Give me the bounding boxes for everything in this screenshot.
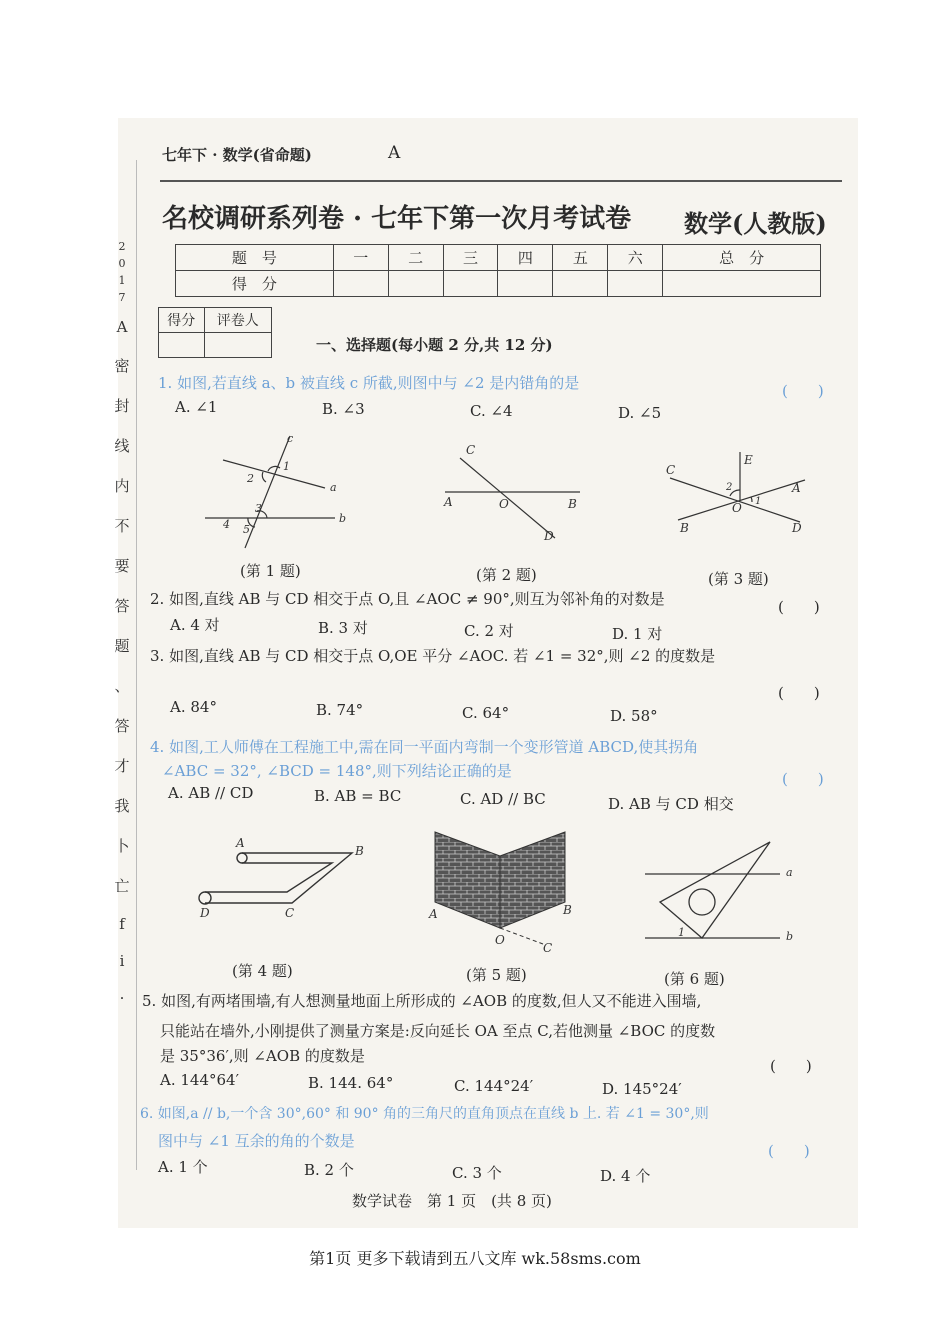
- question-4-line-1: 4. 如图,工人师傅在工程施工中,需在同一平面内弯制一个变形管道 ABCD,使其拐角: [150, 738, 699, 756]
- svg-text:C: C: [285, 906, 295, 920]
- svg-text:B: B: [568, 497, 577, 511]
- q5-option-d[interactable]: D. 145°24′: [602, 1080, 682, 1098]
- question-2-text: 2. 如图,直线 AB 与 CD 相交于点 O,且 ∠AOC ≠ 90°,则互为邻补角的对数是: [150, 590, 665, 608]
- q2-option-a[interactable]: A. 4 对: [170, 616, 220, 634]
- q5-option-a[interactable]: A. 144°64′: [160, 1071, 239, 1089]
- line-a: [223, 460, 325, 488]
- question-3-answer-slot[interactable]: ( ): [778, 684, 820, 702]
- score-header-cell: 五: [553, 245, 608, 271]
- score-header-cell: 总 分: [663, 245, 821, 271]
- grader-reviewer-cell[interactable]: [204, 333, 272, 358]
- svg-text:1: 1: [755, 496, 762, 507]
- figure-2: [440, 440, 590, 545]
- svg-text:a: a: [330, 481, 337, 494]
- question-4-line-2: ∠ABC = 32°, ∠BCD = 148°,则下列结论正确的是: [162, 762, 512, 780]
- q5-option-b[interactable]: B. 144. 64°: [308, 1074, 394, 1092]
- figure-2-caption: (第 2 题): [476, 566, 537, 584]
- score-header-cell: 六: [608, 245, 663, 271]
- svg-text:4: 4: [223, 518, 230, 531]
- grader-reviewer-label: 评卷人: [204, 308, 272, 333]
- grader-score-label: 得分: [159, 308, 205, 333]
- svg-text:C: C: [466, 443, 476, 457]
- svg-text:B: B: [355, 844, 364, 858]
- score-cell[interactable]: [608, 271, 663, 297]
- question-3-text: 3. 如图,直线 AB 与 CD 相交于点 O,OE 平分 ∠AOC. 若 ∠1 = 32°,则 ∠2 的度数是: [150, 647, 716, 665]
- question-5-line-2: 只能站在墙外,小刚提供了测量方案是:反向延长 OA 至点 C,若他测量 ∠BOC 的度数: [160, 1022, 716, 1040]
- q2-option-d[interactable]: D. 1 对: [612, 625, 663, 643]
- svg-text:O: O: [732, 501, 742, 515]
- figure-1-caption: (第 1 题): [240, 562, 301, 580]
- wall-right: [500, 832, 565, 928]
- svg-text:1: 1: [678, 926, 685, 939]
- triangle-ruler: [660, 842, 770, 938]
- q1-option-a[interactable]: A. ∠1: [175, 398, 218, 416]
- q1-option-b[interactable]: B. ∠3: [322, 400, 365, 418]
- question-1-text: 1. 如图,若直线 a、b 被直线 c 所截,则图中与 ∠2 是内错角的是: [158, 374, 580, 392]
- svg-text:2: 2: [247, 472, 254, 485]
- svg-text:c: c: [287, 432, 294, 445]
- svg-text:A: A: [236, 836, 245, 850]
- score-header-cell: 题 号: [176, 245, 334, 271]
- ruler-hole: [689, 889, 715, 915]
- score-header-cell: 二: [388, 245, 443, 271]
- svg-text:E: E: [744, 453, 753, 467]
- svg-text:5: 5: [243, 523, 250, 536]
- header-subject: 七年下 · 数学(省命题): [162, 146, 312, 164]
- q3-option-d[interactable]: D. 58°: [610, 707, 658, 725]
- wall-left: [435, 832, 500, 928]
- q6-option-a[interactable]: A. 1 个: [158, 1158, 208, 1176]
- svg-text:b: b: [339, 512, 347, 525]
- figure-5-caption: (第 5 题): [466, 966, 527, 984]
- svg-text:O: O: [495, 933, 505, 947]
- figure-3: [660, 450, 815, 540]
- download-watermark: 第1页 更多下载请到五八文库 wk.58sms.com: [309, 1249, 641, 1268]
- figure-6-caption: (第 6 题): [664, 970, 725, 988]
- q1-option-c[interactable]: C. ∠4: [470, 402, 513, 420]
- angle-1-arc: [751, 497, 752, 502]
- score-row-label: 得 分: [176, 271, 334, 297]
- score-header-cell: 四: [498, 245, 553, 271]
- q6-option-c[interactable]: C. 3 个: [452, 1164, 502, 1182]
- svg-text:A: A: [444, 495, 453, 509]
- q2-option-c[interactable]: C. 2 对: [464, 622, 514, 640]
- figure-6: [640, 836, 815, 946]
- q6-option-d[interactable]: D. 4 个: [600, 1167, 651, 1185]
- angle-2-arc: [262, 472, 266, 482]
- score-cell[interactable]: [553, 271, 608, 297]
- question-5-line-3: 是 35°36′,则 ∠AOB 的度数是: [160, 1047, 365, 1065]
- pipe-outer: [205, 853, 352, 903]
- svg-text:3: 3: [255, 502, 262, 515]
- figure-1: [195, 430, 355, 555]
- svg-text:A: A: [792, 481, 801, 495]
- page-number-info: 数学试卷 第 1 页 (共 8 页): [352, 1192, 552, 1210]
- question-2-answer-slot[interactable]: ( ): [778, 598, 820, 616]
- extension-oc: [500, 928, 543, 944]
- svg-text:B: B: [680, 521, 689, 535]
- score-cell[interactable]: [663, 271, 821, 297]
- question-6-line-1: 6. 如图,a // b,一个含 30°,60° 和 90° 角的三角尺的直角顶点在直线 b 上. 若 ∠1 = 30°,则: [140, 1106, 709, 1122]
- q4-option-a[interactable]: A. AB // CD: [168, 784, 254, 802]
- score-cell[interactable]: [333, 271, 388, 297]
- score-cell[interactable]: [443, 271, 498, 297]
- svg-text:a: a: [786, 866, 793, 879]
- score-cell[interactable]: [388, 271, 443, 297]
- svg-text:b: b: [786, 930, 794, 943]
- svg-text:C: C: [666, 463, 676, 477]
- q5-option-c[interactable]: C. 144°24′: [454, 1077, 534, 1095]
- line-cd: [670, 478, 800, 522]
- figure-4: [192, 835, 372, 925]
- page-title-subject: 数学(人教版): [684, 209, 827, 238]
- svg-text:D: D: [544, 529, 554, 543]
- line-c: [245, 436, 290, 548]
- q3-option-c[interactable]: C. 64°: [462, 704, 510, 722]
- pipe-inner: [205, 863, 332, 892]
- side-year: 2 0 1 7: [118, 240, 126, 304]
- svg-text:B: B: [563, 903, 572, 917]
- question-5-answer-slot[interactable]: ( ): [770, 1057, 812, 1075]
- svg-text:A: A: [429, 907, 438, 921]
- q4-option-b[interactable]: B. AB = BC: [314, 787, 402, 805]
- svg-text:O: O: [499, 497, 509, 511]
- side-seal-text: A 密 封 线 内 不 要 答 题 、 答 才 我 卜 亡 f i ·: [114, 318, 130, 1007]
- svg-text:D: D: [792, 521, 802, 535]
- q1-option-d[interactable]: D. ∠5: [618, 404, 662, 422]
- question-1-answer-slot[interactable]: ( ): [782, 382, 824, 400]
- question-6-line-2: 图中与 ∠1 互余的角的个数是: [158, 1132, 355, 1150]
- score-table: [175, 244, 821, 297]
- q4-option-c[interactable]: C. AD // BC: [460, 790, 546, 808]
- pipe-end-a: [237, 853, 247, 863]
- question-4-answer-slot[interactable]: ( ): [782, 770, 824, 788]
- grader-table: [158, 307, 272, 358]
- q4-option-d[interactable]: D. AB 与 CD 相交: [608, 795, 734, 813]
- score-header-cell: 一: [333, 245, 388, 271]
- q6-option-b[interactable]: B. 2 个: [304, 1161, 354, 1179]
- section-title: 一、选择题(每小题 2 分,共 12 分): [316, 336, 553, 354]
- grader-score-cell[interactable]: [159, 333, 205, 358]
- figure-4-caption: (第 4 题): [232, 962, 293, 980]
- svg-text:D: D: [200, 906, 210, 920]
- score-header-cell: 三: [443, 245, 498, 271]
- figure-3-caption: (第 3 题): [708, 570, 769, 588]
- q3-option-b[interactable]: B. 74°: [316, 701, 364, 719]
- svg-text:2: 2: [726, 482, 733, 493]
- svg-text:C: C: [543, 941, 553, 955]
- question-5-line-1: 5. 如图,有两堵围墙,有人想测量地面上所形成的 ∠AOB 的度数,但人又不能进入围墙,: [142, 992, 702, 1010]
- page-title: 名校调研系列卷 · 七年下第一次月考试卷: [162, 204, 632, 234]
- pipe-end-d: [199, 892, 211, 904]
- question-6-answer-slot[interactable]: ( ): [768, 1142, 810, 1160]
- svg-text:1: 1: [283, 460, 290, 473]
- binding-line: [136, 160, 137, 1170]
- score-cell[interactable]: [498, 271, 553, 297]
- header-rule: [160, 180, 842, 182]
- q3-option-a[interactable]: A. 84°: [170, 698, 217, 716]
- q2-option-b[interactable]: B. 3 对: [318, 619, 368, 637]
- figure-5: [425, 826, 575, 956]
- angle-1-arc: [268, 466, 280, 471]
- header-version: A: [388, 143, 401, 163]
